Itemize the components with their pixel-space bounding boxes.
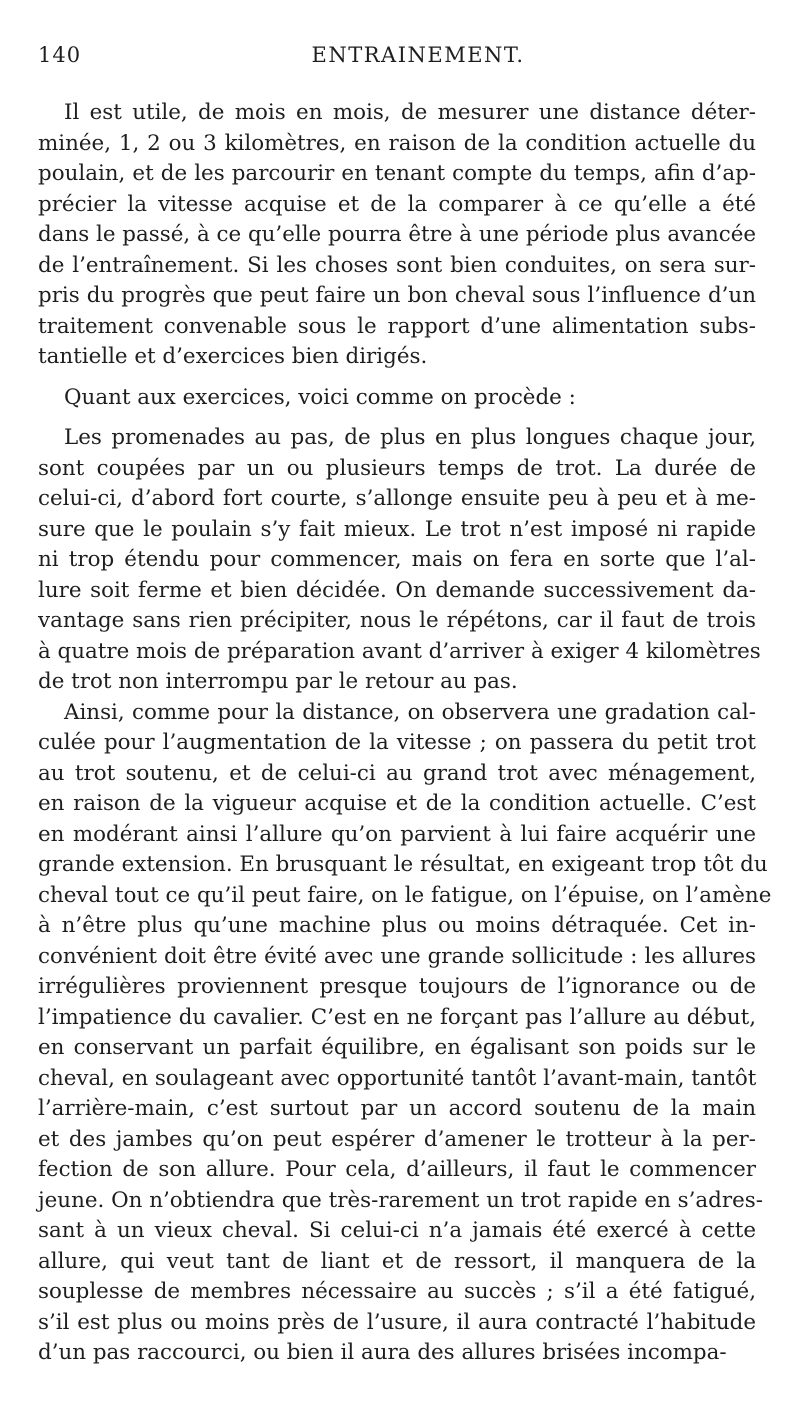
text-line: tantielle et d’exercices bien dirigés. [38,344,428,369]
running-title: ENTRAINEMENT. [311,43,525,67]
text-line: sont coupées par un ou plusieurs temps de trot. La durée de [38,455,756,481]
text-line: en raison de la vigueur acquise et de la condition actuelle. C’est [38,791,756,816]
text-line: irrégulières proviennent presque toujours de l’ignorance ou de [38,974,756,999]
text-line: l’arrière-main, c’est surtout par un accord soutenu de la main [38,1096,756,1121]
text-line: fection de son allure. Pour cela, d’ailleurs, il faut le commencer [38,1157,756,1182]
text-line: en modérant ainsi l’allure qu’on parvient à lui faire acquérir une [38,821,756,847]
paragraph [38,423,761,698]
paragraph [38,383,758,414]
text-line: l’impatience du cavalier. C’est en ne forçant pas l’allure au début, [38,1004,756,1030]
paragraph [38,698,772,1369]
text-line: grande extension. En brusquant le résultat, en exigeant trop tôt du [38,852,768,877]
text-line: vantage sans rien précipiter, nous le répétons, car il faut de trois [38,608,756,633]
text-line: lure soit ferme et bien décidée. On demande successivement da- [38,577,756,603]
text-line: de trot non interrompu par le retour au pas. [38,669,518,694]
text-line: sant à un vieux cheval. Si celui-ci n’a jamais été exercé à cette [38,1218,756,1243]
text-line: s’il est plus ou moins près de l’usure, il aura contracté l’habitude [38,1309,756,1335]
text-line: au trot soutenu, et de celui-ci au grand trot avec ménagement, [38,760,756,786]
text-line: culée pour l’augmentation de la vitesse ; on passera du petit trot [38,730,756,755]
body-text [38,98,772,1369]
text-line: poulain, et de les parcourir en tenant compte du temps, afin d’ap- [38,161,756,186]
page-number: 140 [38,43,82,67]
running-head [38,30,758,74]
text-line: et des jambes qu’on peut espérer d’amener le trotteur à la per- [38,1126,756,1152]
text-line: souplesse de membres nécessaire au succès ; s’il a été fatigué, [38,1279,756,1304]
paragraph [38,98,758,373]
text-line: à quatre mois de préparation avant d’arriver à exiger 4 kilomètres [38,638,761,664]
text-line: cheval, en soulageant avec opportunité tantôt l’avant-main, tantôt [38,1065,757,1091]
text-line: traitement convenable sous le rapport d’une alimentation subs- [38,313,756,339]
text-line: Quant aux exercices, voici comme on procède : [64,384,576,410]
text-line: précier la vitesse acquise et de la comparer à ce qu’elle a été [38,191,756,217]
text-line: convénient doit être évité avec une grande sollicitude : les allures [38,943,756,969]
text-line: Ainsi, comme pour la distance, on observera une gradation cal- [64,699,756,725]
text-line: Il est utile, de mois en mois, de mesurer une distance déter- [64,100,756,125]
text-line: cheval tout ce qu’il peut faire, on le fatigue, on l’épuise, on l’amène [38,882,772,908]
text-line: sure que le poulain s’y fait mieux. Le trot n’est imposé ni rapide [38,516,756,542]
text-line: Les promenades au pas, de plus en plus longues chaque jour, [64,425,756,450]
text-line: ni trop étendu pour commencer, mais on fera en sorte que l’al- [38,547,756,572]
text-line: minée, 1, 2 ou 3 kilomètres, en raison de la condition actuelle du [38,130,756,156]
text-line: pris du progrès que peut faire un bon cheval sous l’influence d’un [38,283,756,308]
text-line: en conservant un parfait équilibre, en égalisant son poids sur le [38,1035,756,1060]
text-line: à n’être plus qu’une machine plus ou moins détraquée. Cet in- [38,913,756,938]
paragraph-gap [38,373,758,383]
text-line: dans le passé, à ce qu’elle pourra être à une période plus avancée [38,222,757,247]
paragraph-gap [38,413,758,423]
text-line: jeune. On n’obtiendra que très-rarement un trot rapide en s’adres- [38,1187,763,1213]
text-line: allure, qui veut tant de liant et de ressort, il manquera de la [38,1248,756,1274]
text-line: celui-ci, d’abord fort courte, s’allonge ensuite peu à peu et à me- [38,486,756,511]
text-line: de l’entraînement. Si les choses sont bien conduites, on sera sur- [38,252,756,278]
text-line: d’un pas raccourci, ou bien il aura des allures brisées incompa- [38,1340,727,1365]
